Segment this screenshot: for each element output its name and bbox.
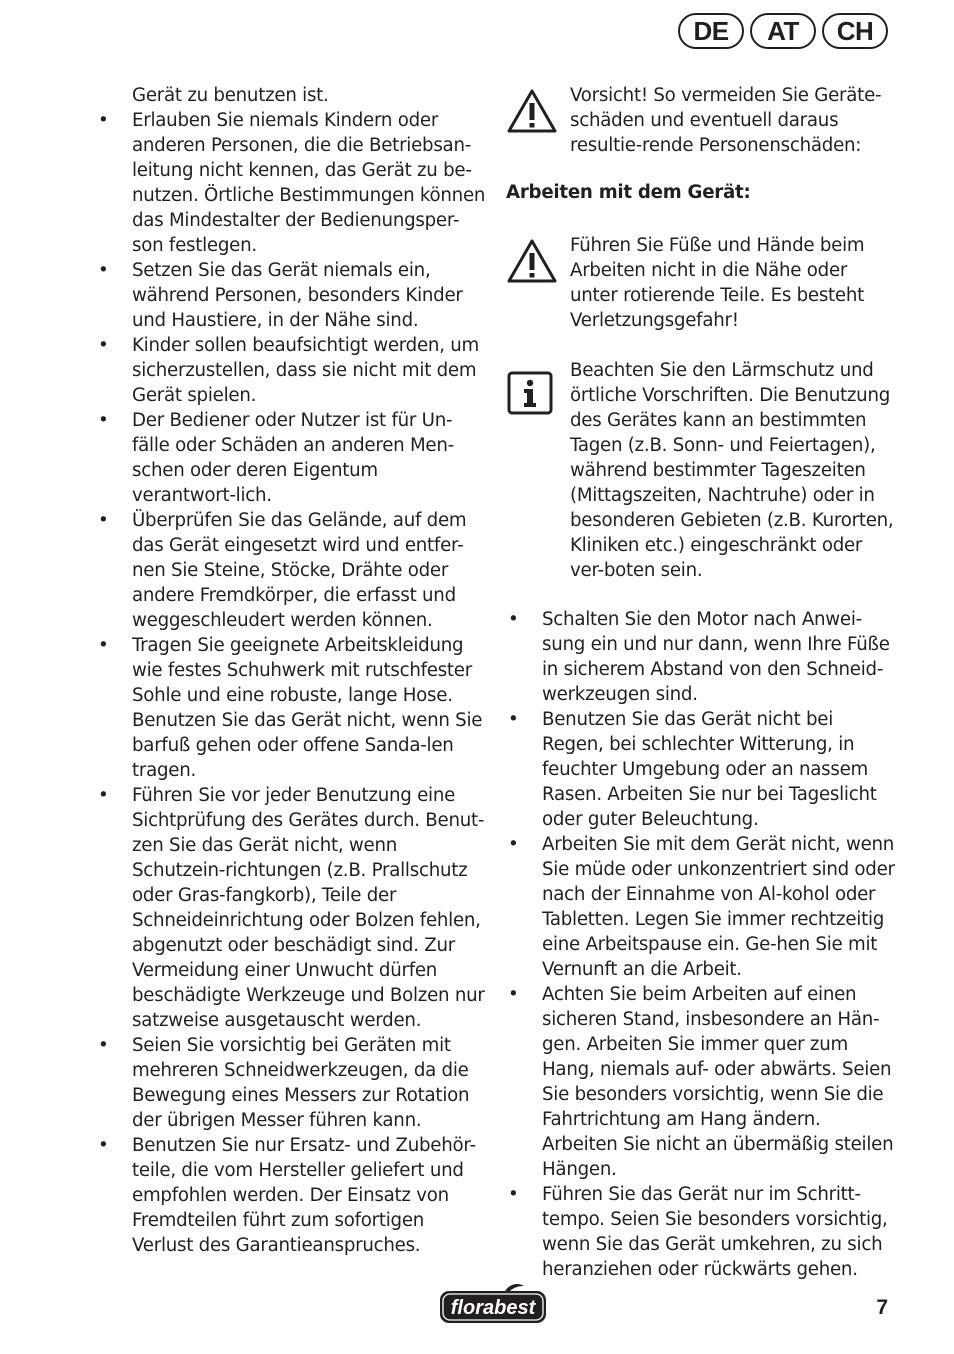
badge-at: AT — [750, 13, 816, 49]
list-item: • Führen Sie vor jeder Benutzung eine Sichtprüfung des Gerätes durch. Benut-zen Sie das Gerät nicht, wenn Schutzein-richtungen (z.B. Prallschutz oder Gras-fangkorb), Teile der Schneideinrichtung oder Bolzen fehlen, abgenutzt oder beschädigt sind. Zur Vermeidung einer Unwucht dürfen beschädigte Werkzeuge und Bolzen nur satzweise ausgetauscht werden. — [96, 783, 486, 1033]
page-number: 7 — [876, 1296, 888, 1319]
list-item: • Seien Sie vorsichtig bei Geräten mit mehreren Schneidwerkzeugen, da die Bewegung eines Messers zur Rotation der übrigen Messer führen kann. — [96, 1033, 486, 1133]
list-item: • Führen Sie das Gerät nur im Schritt-tempo. Seien Sie besonders vorsichtig, wenn Sie das Gerät umkehren, zu sich heranziehen oder rückwärts gehen. — [506, 1182, 896, 1282]
brand-name: florabest — [450, 1297, 536, 1319]
safety-list-right — [506, 607, 896, 1282]
list-item: • Setzen Sie das Gerät niemals ein, während Personen, besonders Kinder und Haustiere, in der Nähe sind. — [96, 258, 486, 333]
list-item: • Arbeiten Sie mit dem Gerät nicht, wenn Sie müde oder unkonzentriert sind oder nach der Einnahme von Al-kohol oder Tabletten. Legen Sie immer rechtzeitig eine Arbeitspause ein. Ge-hen Sie mit Vernunft an die Arbeit. — [506, 832, 896, 982]
caution-text: Führen Sie Füße und Hände beim Arbeiten nicht in die Nähe oder unter rotierende Teile. Es besteht Verletzungsgefahr! — [570, 235, 865, 331]
warning-icon — [506, 88, 558, 141]
list-item: • Überprüfen Sie das Gelände, auf dem das Gerät eingesetzt wird und entfer-nen Sie Steine, Stöcke, Drähte oder andere Fremdkörper, die erfasst und weggeschleudert werden können. — [96, 508, 486, 633]
list-item: • Achten Sie beim Arbeiten auf einen sicheren Stand, insbesondere an Hän-gen. Arbeiten Sie immer quer zum Hang, niemals auf- oder abwärts. Seien Sie besonders vorsichtig, wenn Sie die Fahrtrichtung am Hang ändern. Arbeiten Sie nicht an übermäßig steilen Hängen. — [506, 982, 896, 1182]
brand-logo — [438, 1282, 548, 1326]
list-item: • Benutzen Sie das Gerät nicht bei Regen, bei schlechter Witterung, in feuchter Umgebung oder an nassem Rasen. Arbeiten Sie nur bei Tageslicht oder guter Beleuchtung. — [506, 707, 896, 832]
info-text: Beachten Sie den Lärmschutz und örtliche Vorschriften. Die Benutzung des Gerätes kann an bestimmten Tagen (z.B. Sonn- und Feiertagen), während bestimmter Tageszeiten (Mittagszeiten, Nachtruhe) oder in besonderen Gebieten (z.B. Kurorten, Kliniken etc.) eingeschränkt oder ver-boten sein. — [570, 360, 894, 581]
badge-de: DE — [678, 13, 744, 49]
list-item: • Der Bediener oder Nutzer ist für Un-fälle oder Schäden an anderen Men-schen oder deren Eigentum verantwort-lich. — [96, 408, 486, 508]
list-item: • Tragen Sie geeignete Arbeitskleidung wie festes Schuhwerk mit rutschfester Sohle und eine robuste, lange Hose. Benutzen Sie das Gerät nicht, wenn Sie barfuß gehen oder offene Sanda-len tragen. — [96, 633, 486, 783]
info-note — [506, 358, 896, 588]
list-item: • Erlauben Sie niemals Kindern oder anderen Personen, die die Betriebsan-leitung nicht kennen, das Gerät zu be-nutzen. Örtliche Bestimmungen können das Mindestalter der Bedienungsper-son festlegen. — [96, 108, 486, 258]
list-item: • Schalten Sie den Motor nach Anwei-sung ein und nur dann, wenn Ihre Füße in sicherem Abstand von den Schneid-werkzeugen sind. — [506, 607, 896, 707]
section-heading: Arbeiten mit dem Gerät: — [506, 182, 751, 203]
safety-list-left — [96, 108, 486, 1258]
list-item: • Kinder sollen beaufsichtigt werden, um sicherzustellen, dass sie nicht mit dem Gerät spielen. — [96, 333, 486, 408]
right-column — [506, 0, 896, 1290]
warning-icon — [506, 238, 558, 291]
info-icon — [506, 370, 554, 423]
lead-text: Gerät zu benutzen ist. — [132, 85, 329, 106]
caution-note — [506, 83, 896, 163]
badge-ch: CH — [822, 13, 888, 49]
caution-text: Vorsicht! So vermeiden Sie Geräte-schäden und eventuell daraus resultie-rende Personenschäden: — [570, 85, 882, 156]
left-column — [96, 83, 486, 1258]
caution-note — [506, 233, 896, 333]
list-item: • Benutzen Sie nur Ersatz- und Zubehör-teile, die vom Hersteller geliefert und empfohlen werden. Der Einsatz von Fremdteilen führt zum sofortigen Verlust des Garantieanspruches. — [96, 1133, 486, 1258]
